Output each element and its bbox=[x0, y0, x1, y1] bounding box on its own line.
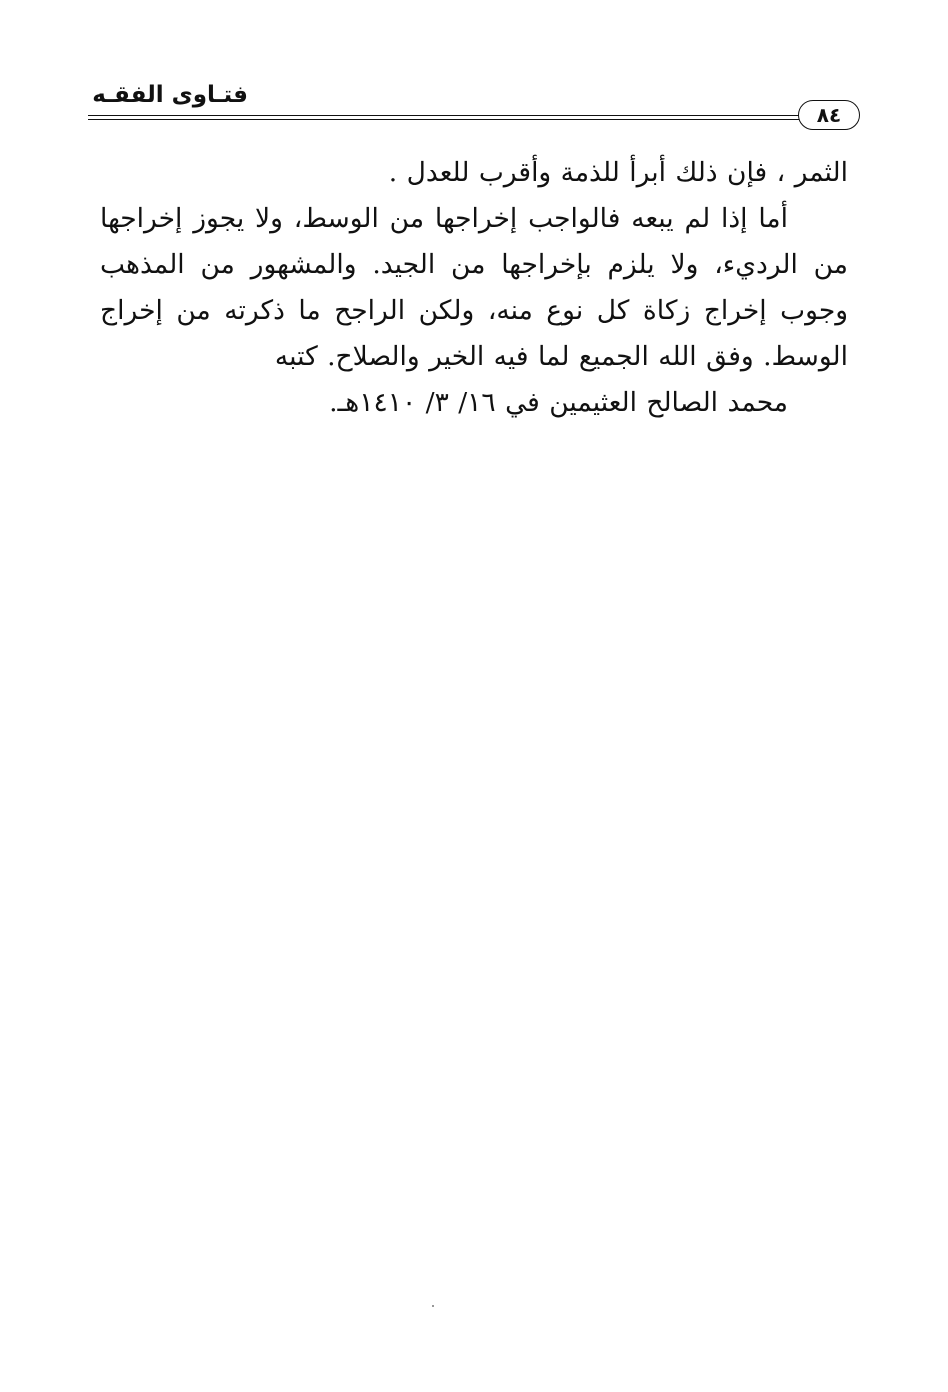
running-title: فتـاوى الفقـه bbox=[92, 82, 248, 108]
page-number: ٨٤ bbox=[816, 103, 842, 127]
paragraph-2-text: أما إذا لم يبعه فالواجب إخراجها من الوسط، ولا يجوز إخراجها من الرديء، ولا يلزم بإخراجها من الجيد. والمشهور من المذهب وجوب إخراج زكاة كل نوع منه، ولكن الراجح ما ذكرته من إخراج الوسط. وفق الله الجميع لما فيه الخير والصلاح. كتبه bbox=[100, 203, 848, 372]
body-text bbox=[100, 150, 848, 426]
signature: محمد الصالح العثيمين في ١٦/ ٣/ ١٤١٠هـ. bbox=[329, 387, 788, 418]
page-header bbox=[88, 76, 860, 136]
paragraph-2 bbox=[100, 196, 848, 426]
header-rule bbox=[88, 115, 800, 120]
page-number-badge bbox=[798, 100, 860, 130]
paragraph-1: الثمر ، فإن ذلك أبرأ للذمة وأقرب للعدل . bbox=[388, 157, 848, 188]
scan-speck bbox=[432, 1305, 434, 1307]
